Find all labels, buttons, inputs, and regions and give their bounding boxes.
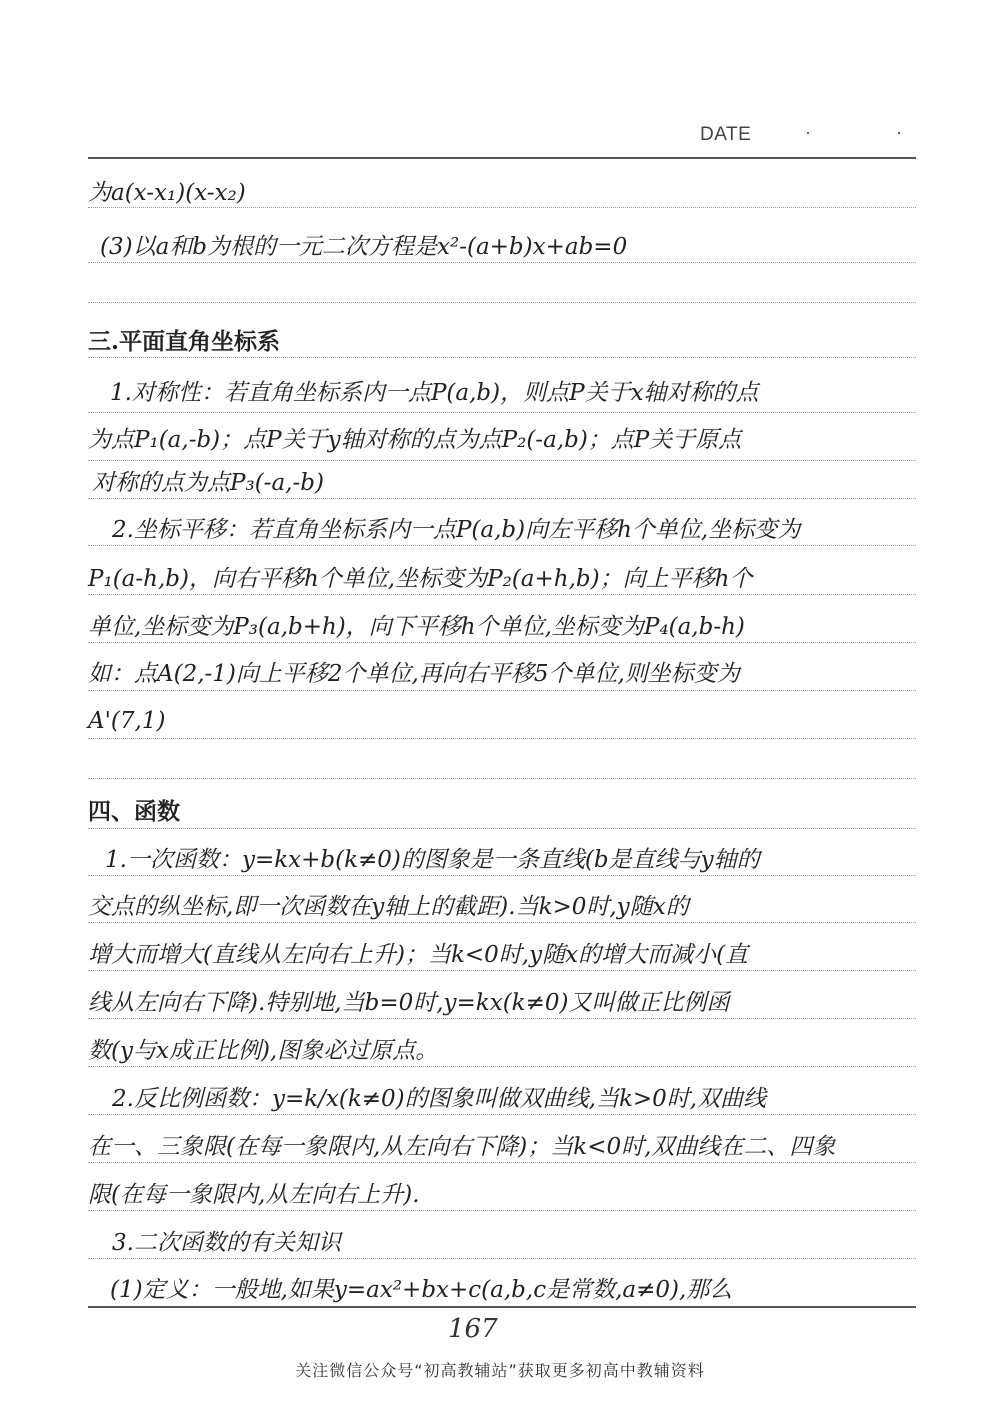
text-line: 1.对称性：若直角坐标系内一点P(a,b)，则点P关于x轴对称的点 [110, 380, 759, 406]
text-line: (1)定义：一般地,如果y=ax²+bx+c(a,b,c是常数,a≠0),那么 [110, 1277, 733, 1303]
text-line: A'(7,1) [88, 708, 166, 734]
ruled-line [88, 922, 916, 923]
text-line: 单位,坐标变为P₃(a,b+h)，向下平移h个单位,坐标变为P₄(a,b-h) [88, 614, 745, 640]
text-line: 线从左向右下降).特别地,当b=0时,y=kx(k≠0)又叫做正比例函 [88, 990, 730, 1016]
text-line: P₁(a-h,b)，向右平移h个单位,坐标变为P₂(a+h,b)；向上平移h个 [88, 566, 753, 592]
footer-text: 关注微信公众号“初高教辅站”获取更多初高中教辅资料 [295, 1361, 705, 1380]
ruled-line [88, 302, 916, 303]
ruled-line [88, 1162, 916, 1163]
text-line: 为点P₁(a,-b)；点P关于y轴对称的点为点P₂(-a,b)；点P关于原点 [88, 427, 742, 453]
ruled-line [88, 498, 916, 499]
ruled-line [88, 690, 916, 691]
ruled-line [88, 642, 916, 643]
text-line: 1.一次函数：y=kx+b(k≠0)的图象是一条直线(b是直线与y轴的 [105, 847, 760, 873]
text-line: 限(在每一象限内,从左向右上升). [88, 1182, 420, 1208]
text-line: 增大而增大(直线从左向右上升)；当k<0时,y随x的增大而减小(直 [88, 942, 749, 968]
ruled-line [88, 1210, 916, 1211]
text-line: (3)以a和b为根的一元二次方程是x²-(a+b)x+ab=0 [100, 234, 628, 260]
header-rule [88, 157, 916, 159]
text-line: 为a(x-x₁)(x-x₂) [88, 180, 246, 206]
ruled-line [88, 1258, 916, 1259]
footer-rule [88, 1306, 916, 1308]
ruled-line [88, 1114, 916, 1115]
text-line: 对称的点为点P₃(-a,-b) [92, 470, 324, 496]
date-label: DATE [700, 124, 752, 145]
ruled-line [88, 828, 916, 829]
ruled-line [88, 1066, 916, 1067]
text-line: 如：点A(2,-1)向上平移2个单位,再向右平移5个单位,则坐标变为 [88, 661, 740, 687]
ruled-line [88, 262, 916, 263]
ruled-line [88, 357, 916, 358]
ruled-line [88, 1018, 916, 1019]
text-line: 数(y与x成正比例),图象必过原点。 [88, 1038, 439, 1064]
ruled-line [88, 875, 916, 876]
ruled-line [88, 778, 916, 779]
section-heading: 四、函数 [88, 798, 180, 825]
ruled-line [88, 545, 916, 546]
section-heading: 三.平面直角坐标系 [88, 328, 281, 355]
text-line: 交点的纵坐标,即一次函数在y轴上的截距).当k>0时,y随x的 [88, 894, 689, 920]
text-line: 3.二次函数的有关知识 [112, 1230, 341, 1256]
ruled-line [88, 412, 916, 413]
ruled-line [88, 738, 916, 739]
ruled-line [88, 970, 916, 971]
page-number: 167 [448, 1314, 498, 1344]
ruled-line [88, 594, 916, 595]
text-line: 在一、三象限(在每一象限内,从左向右下降)；当k<0时,双曲线在二、四象 [88, 1134, 836, 1160]
date-dots: · · [805, 122, 942, 142]
text-line: 2.坐标平移：若直角坐标系内一点P(a,b)向左平移h个单位,坐标变为 [112, 517, 801, 543]
text-line: 2.反比例函数：y=k/x(k≠0)的图象叫做双曲线,当k>0时,双曲线 [112, 1086, 767, 1112]
ruled-line [88, 460, 916, 461]
